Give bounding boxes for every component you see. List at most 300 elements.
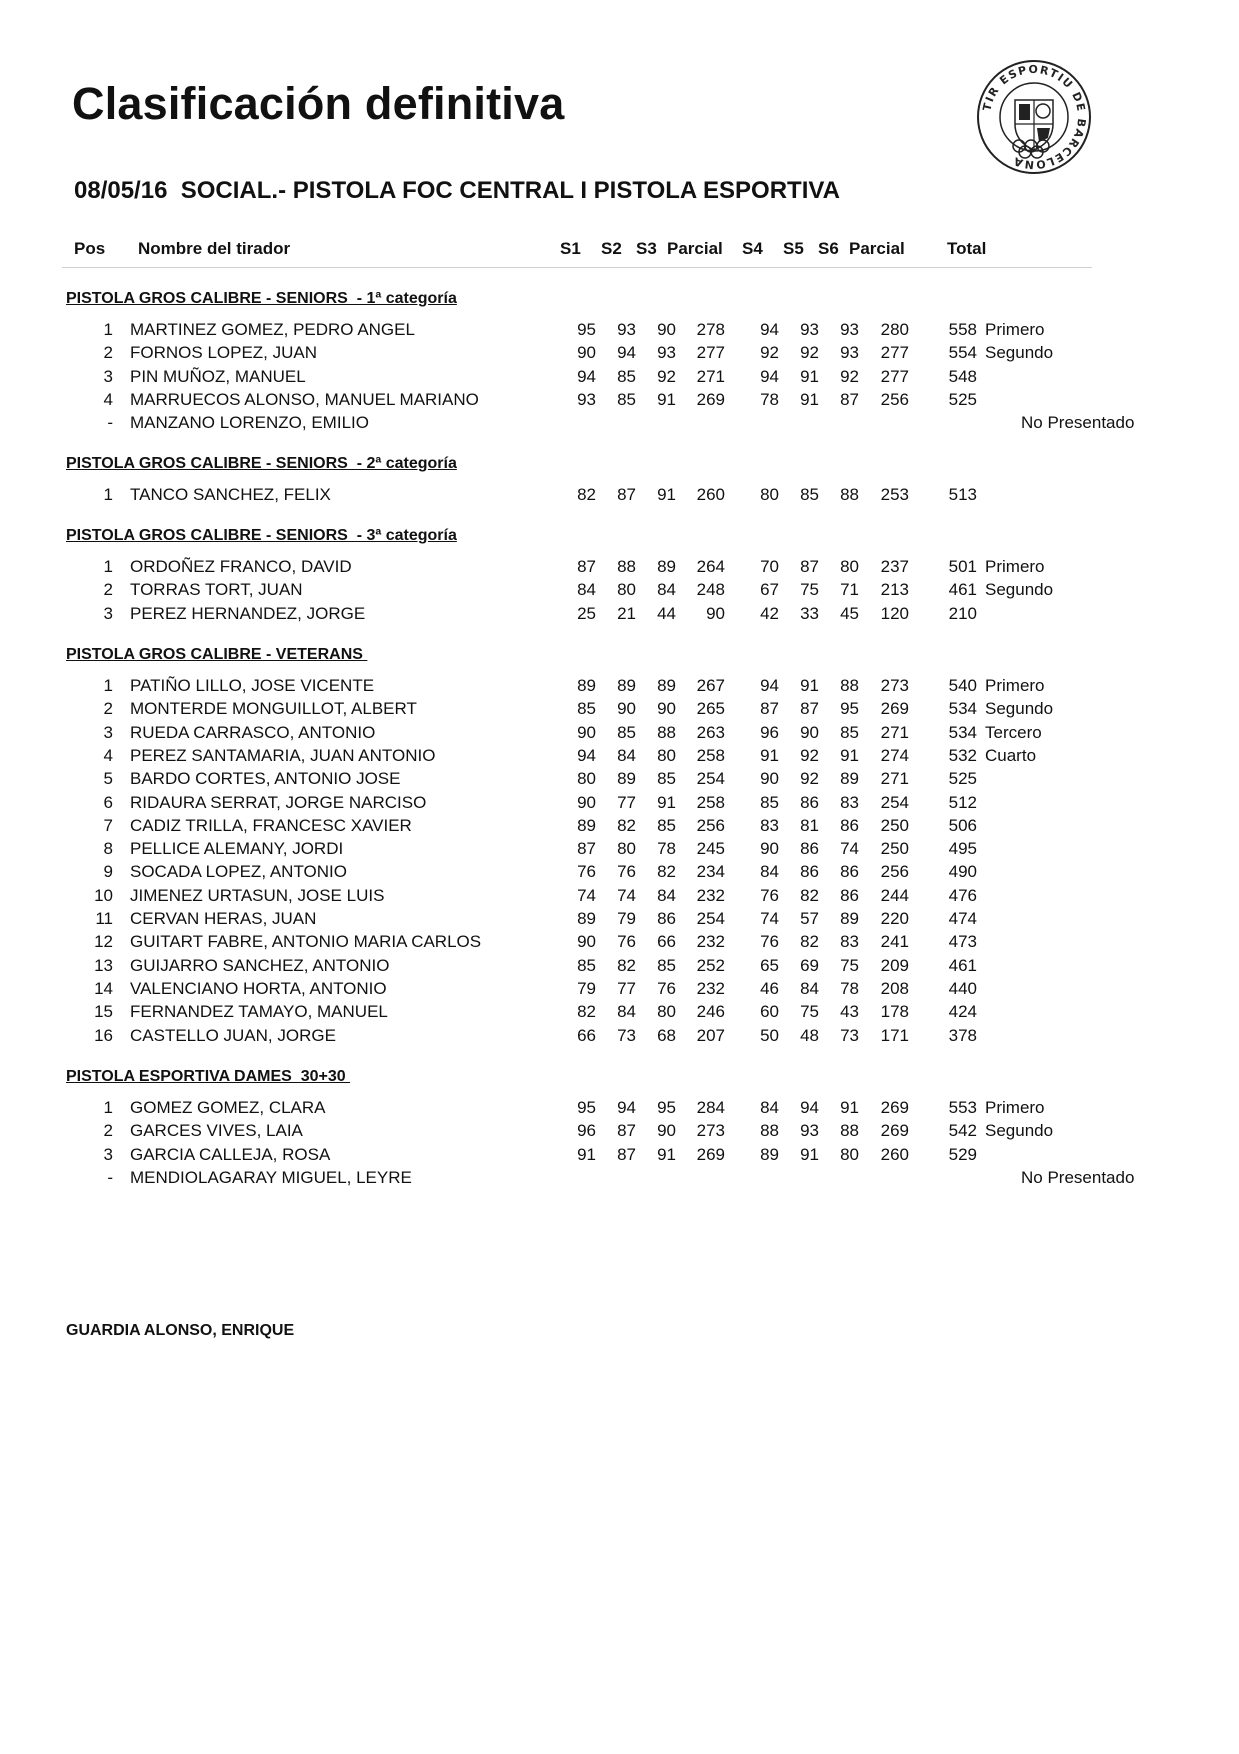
cell-s3: 88 — [657, 722, 676, 742]
cell-s6: 80 — [840, 557, 859, 576]
cell-s1: 74 — [577, 885, 596, 905]
cell-s4: 50 — [760, 1025, 779, 1045]
cell-name: MARTINEZ GOMEZ, PEDRO ANGEL — [130, 320, 415, 339]
cell-s2: 89 — [617, 769, 636, 789]
cell-name: GARCES VIVES, LAIA — [130, 1121, 303, 1141]
cell-s1: 94 — [577, 366, 596, 386]
cell-parcial-2: 237 — [880, 557, 909, 576]
cell-s2: 87 — [617, 485, 636, 504]
cell-s6: 83 — [840, 932, 859, 952]
cell-s3: 91 — [657, 792, 676, 812]
cell-pos: 16 — [94, 1025, 113, 1045]
cell-parcial-2: 271 — [880, 722, 909, 742]
cell-s2: 87 — [617, 1144, 636, 1164]
cell-total: 554 — [948, 343, 977, 363]
cell-parcial-1: 269 — [696, 1144, 725, 1164]
cell-name: PELLICE ALEMANY, JORDI — [130, 839, 344, 859]
cell-s3: 80 — [657, 1002, 676, 1022]
cell-total: 424 — [948, 1002, 977, 1022]
referee-name: GUARDIA ALONSO, ENRIQUE — [66, 1322, 295, 1339]
cell-parcial-2: 269 — [880, 699, 909, 719]
cell-parcial-1: 232 — [696, 932, 725, 952]
cell-s3: 84 — [657, 580, 676, 600]
cell-s3: 95 — [657, 1098, 676, 1117]
cell-s2: 89 — [617, 676, 636, 695]
cell-s6: 88 — [840, 676, 859, 695]
cell-s2: 82 — [617, 955, 636, 975]
cell-s2: 85 — [617, 722, 636, 742]
cell-remark: Primero — [985, 1098, 1045, 1117]
cell-s3: 85 — [657, 815, 676, 835]
cell-parcial-1: 232 — [696, 978, 725, 998]
cell-s1: 87 — [577, 839, 596, 859]
cell-s1: 94 — [577, 745, 596, 765]
cell-parcial-2: 250 — [880, 815, 909, 835]
header-parcial-2: Parcial — [849, 239, 905, 258]
cell-s3: 90 — [657, 1121, 676, 1141]
cell-total: 512 — [948, 792, 977, 812]
cell-s6: 92 — [840, 366, 859, 386]
cell-pos: 2 — [103, 1121, 113, 1141]
cell-total: 529 — [948, 1144, 977, 1164]
cell-s3: 93 — [657, 343, 676, 363]
cell-s5: 87 — [800, 557, 819, 576]
cell-pos: 13 — [94, 955, 113, 975]
cell-parcial-2: 277 — [880, 343, 909, 363]
cell-total: 506 — [948, 815, 977, 835]
cell-total: 501 — [948, 557, 977, 576]
cell-s2: 77 — [617, 792, 636, 812]
cell-s1: 76 — [577, 862, 596, 882]
cell-s5: 33 — [800, 603, 819, 623]
cell-name: JIMENEZ URTASUN, JOSE LUIS — [130, 885, 385, 905]
cell-s6: 95 — [840, 699, 859, 719]
cell-name: MONTERDE MONGUILLOT, ALBERT — [130, 699, 417, 719]
cell-s5: 91 — [800, 366, 819, 386]
cell-s2: 94 — [617, 343, 636, 363]
cell-remark: Segundo — [985, 343, 1054, 363]
cell-parcial-1: 248 — [696, 580, 725, 600]
cell-s1: 95 — [577, 320, 596, 339]
cell-total: 476 — [948, 885, 977, 905]
cell-total: 525 — [948, 389, 977, 409]
cell-name: GARCIA CALLEJA, ROSA — [130, 1144, 331, 1164]
cell-s4: 80 — [760, 485, 779, 504]
cell-parcial-2: 213 — [880, 580, 909, 600]
header-s3: S3 — [636, 239, 657, 258]
category-title: PISTOLA GROS CALIBRE - SENIORS - 3ª categoría — [66, 527, 457, 544]
cell-s3: 90 — [657, 320, 676, 339]
cell-s4: 89 — [760, 1144, 779, 1164]
cell-s6: 89 — [840, 909, 859, 928]
cell-parcial-2: 171 — [880, 1025, 909, 1045]
cell-total: 553 — [948, 1098, 977, 1117]
cell-pos: 11 — [95, 909, 113, 928]
cell-name: FERNANDEZ TAMAYO, MANUEL — [130, 1002, 388, 1022]
category-title: PISTOLA GROS CALIBRE - SENIORS - 2ª categoría — [66, 455, 457, 472]
cell-pos: 6 — [103, 792, 113, 812]
cell-s3: 80 — [657, 745, 676, 765]
page-title: Clasificación definitiva — [72, 78, 565, 129]
cell-parcial-2: 274 — [880, 745, 909, 765]
cell-s6: 85 — [840, 722, 859, 742]
cell-parcial-1: 267 — [696, 676, 725, 695]
cell-s3: 91 — [657, 485, 676, 504]
cell-pos: 8 — [103, 839, 113, 859]
cell-s5: 92 — [800, 745, 819, 765]
cell-parcial-1: 271 — [696, 366, 725, 386]
cell-s4: 84 — [760, 862, 779, 882]
cell-parcial-2: 269 — [880, 1098, 909, 1117]
category-title: PISTOLA ESPORTIVA DAMES 30+30 — [66, 1068, 351, 1085]
cell-s2: 73 — [617, 1025, 636, 1045]
cell-pos: 10 — [94, 885, 113, 905]
cell-name: PATIÑO LILLO, JOSE VICENTE — [130, 676, 375, 695]
cell-parcial-1: 252 — [696, 955, 725, 975]
cell-s1: 85 — [577, 955, 596, 975]
cell-pos: 1 — [103, 676, 113, 695]
cell-s2: 87 — [617, 1121, 636, 1141]
header-s6: S6 — [818, 239, 839, 258]
cell-parcial-1: 254 — [696, 909, 725, 928]
cell-s5: 84 — [800, 978, 819, 998]
page-subtitle: 08/05/16 SOCIAL.- PISTOLA FOC CENTRAL I PISTOLA ESPORTIVA — [74, 177, 840, 204]
cell-name: GOMEZ GOMEZ, CLARA — [130, 1098, 326, 1117]
category-title: PISTOLA GROS CALIBRE - VETERANS — [66, 646, 368, 663]
header-total: Total — [947, 239, 987, 258]
cell-s2: 74 — [617, 885, 636, 905]
cell-s2: 93 — [617, 320, 636, 339]
cell-total: 540 — [948, 676, 977, 695]
cell-pos: 7 — [103, 815, 113, 835]
cell-pos: 3 — [103, 603, 113, 623]
cell-s4: 42 — [760, 603, 779, 623]
cell-parcial-2: 271 — [880, 769, 909, 789]
cell-parcial-2: 208 — [880, 978, 909, 998]
cell-parcial-1: 278 — [696, 320, 725, 339]
cell-s1: 85 — [577, 699, 596, 719]
cell-pos: 15 — [94, 1002, 113, 1022]
cell-s3: 82 — [657, 862, 676, 882]
cell-pos: 5 — [103, 769, 113, 789]
cell-s6: 88 — [840, 485, 859, 504]
cell-s3: 76 — [657, 978, 676, 998]
cell-pos: 4 — [103, 745, 113, 765]
cell-parcial-1: 246 — [696, 1002, 725, 1022]
cell-parcial-1: 256 — [696, 815, 725, 835]
cell-s3: 89 — [657, 557, 676, 576]
cell-s2: 94 — [617, 1098, 636, 1117]
cell-parcial-1: 277 — [696, 343, 725, 363]
cell-total: 532 — [948, 745, 977, 765]
cell-s5: 91 — [800, 389, 819, 409]
cell-s4: 74 — [760, 909, 779, 928]
cell-s6: 93 — [840, 320, 859, 339]
cell-pos: - — [107, 413, 113, 433]
cell-name: TANCO SANCHEZ, FELIX — [130, 485, 331, 504]
cell-s1: 91 — [577, 1144, 596, 1164]
cell-parcial-1: 260 — [696, 485, 725, 504]
cell-s5: 82 — [800, 885, 819, 905]
cell-s1: 96 — [577, 1121, 596, 1141]
cell-s5: 93 — [800, 1121, 819, 1141]
header-name: Nombre del tirador — [138, 239, 291, 258]
header-pos: Pos — [74, 239, 106, 258]
cell-s2: 77 — [617, 978, 636, 998]
cell-name: TORRAS TORT, JUAN — [130, 580, 303, 600]
cell-s3: 90 — [657, 699, 676, 719]
cell-s5: 85 — [800, 485, 819, 504]
cell-parcial-2: 260 — [880, 1144, 909, 1164]
cell-s6: 86 — [840, 815, 859, 835]
cell-s5: 75 — [800, 580, 819, 600]
cell-parcial-2: 244 — [880, 885, 909, 905]
cell-parcial-1: 207 — [696, 1025, 725, 1045]
cell-s2: 84 — [617, 745, 636, 765]
cell-s5: 92 — [800, 343, 819, 363]
cell-parcial-1: 265 — [696, 699, 725, 719]
cell-s4: 90 — [760, 839, 779, 859]
cell-pos: 12 — [94, 932, 113, 952]
cell-s6: 73 — [840, 1025, 859, 1045]
cell-parcial-1: 264 — [696, 557, 725, 576]
cell-remark: Segundo — [985, 699, 1054, 719]
cell-pos: 2 — [103, 580, 113, 600]
cell-s1: 90 — [577, 722, 596, 742]
cell-s6: 87 — [840, 389, 859, 409]
cell-parcial-1: 254 — [696, 769, 725, 789]
cell-s4: 67 — [760, 580, 779, 600]
cell-parcial-2: 277 — [880, 366, 909, 386]
cell-s2: 82 — [617, 815, 636, 835]
cell-s6: 74 — [840, 839, 859, 859]
cell-s5: 82 — [800, 932, 819, 952]
cell-s4: 78 — [760, 389, 779, 409]
header-s2: S2 — [601, 239, 622, 258]
cell-s4: 60 — [760, 1002, 779, 1022]
cell-parcial-2: 220 — [880, 909, 909, 928]
cell-s1: 89 — [577, 815, 596, 835]
cell-total: 558 — [948, 320, 977, 339]
cell-name: PIN MUÑOZ, MANUEL — [130, 366, 306, 386]
cell-s3: 85 — [657, 769, 676, 789]
cell-parcial-1: 269 — [696, 389, 725, 409]
cell-s4: 65 — [760, 955, 779, 975]
cell-s4: 94 — [760, 366, 779, 386]
cell-total: 534 — [948, 699, 977, 719]
logo-ring-text: TIR ESPORTIU DE BARCELONA — [980, 62, 1089, 172]
cell-s6: 86 — [840, 862, 859, 882]
cell-s1: 93 — [577, 389, 596, 409]
cell-s5: 81 — [800, 815, 819, 835]
cell-pos: 1 — [103, 485, 113, 504]
cell-name: BARDO CORTES, ANTONIO JOSE — [130, 769, 401, 789]
header-s1: S1 — [560, 239, 581, 258]
cell-total: 525 — [948, 769, 977, 789]
cell-s5: 92 — [800, 769, 819, 789]
cell-s5: 90 — [800, 722, 819, 742]
cell-s6: 88 — [840, 1121, 859, 1141]
cell-parcial-1: 273 — [696, 1121, 725, 1141]
club-crest-icon — [975, 58, 1093, 176]
cell-s5: 86 — [800, 792, 819, 812]
cell-total: 490 — [948, 862, 977, 882]
cell-parcial-1: 245 — [696, 839, 725, 859]
cell-s5: 69 — [800, 955, 819, 975]
cell-pos: 1 — [103, 557, 113, 576]
cell-s5: 48 — [800, 1025, 819, 1045]
cell-parcial-2: 120 — [880, 603, 909, 623]
cell-s1: 84 — [577, 580, 596, 600]
cell-s3: 91 — [657, 389, 676, 409]
cell-total: 473 — [948, 932, 977, 952]
cell-s2: 76 — [617, 862, 636, 882]
cell-s6: 78 — [840, 978, 859, 998]
cell-parcial-2: 280 — [880, 320, 909, 339]
cell-name: MARRUECOS ALONSO, MANUEL MARIANO — [130, 389, 479, 409]
cell-total: 548 — [948, 366, 977, 386]
cell-s6: 91 — [840, 745, 859, 765]
cell-name: GUIJARRO SANCHEZ, ANTONIO — [130, 955, 390, 975]
cell-pos: - — [107, 1167, 113, 1187]
cell-s3: 66 — [657, 932, 676, 952]
header-divider — [62, 267, 1092, 268]
cell-parcial-1: 284 — [696, 1098, 725, 1117]
cell-pos: 3 — [103, 366, 113, 386]
cell-s6: 80 — [840, 1144, 859, 1164]
cell-s1: 95 — [577, 1098, 596, 1117]
cell-parcial-1: 258 — [696, 792, 725, 812]
cell-name: RUEDA CARRASCO, ANTONIO — [130, 722, 376, 742]
cell-name: PEREZ HERNANDEZ, JORGE — [130, 603, 366, 623]
cell-s2: 88 — [617, 557, 636, 576]
cell-s3: 92 — [657, 366, 676, 386]
cell-parcial-1: 263 — [696, 722, 725, 742]
cell-name: MANZANO LORENZO, EMILIO — [130, 413, 369, 433]
cell-s4: 70 — [760, 557, 779, 576]
cell-s3: 84 — [657, 885, 676, 905]
cell-s2: 85 — [617, 389, 636, 409]
cell-parcial-2: 273 — [880, 676, 909, 695]
cell-s4: 91 — [760, 745, 779, 765]
cell-s4: 88 — [760, 1121, 779, 1141]
cell-total: 461 — [948, 955, 977, 975]
cell-name: CADIZ TRILLA, FRANCESC XAVIER — [130, 815, 412, 835]
cell-pos: 2 — [103, 343, 113, 363]
cell-s4: 84 — [760, 1098, 779, 1117]
cell-s1: 87 — [577, 557, 596, 576]
cell-s6: 71 — [840, 580, 859, 600]
cell-s2: 84 — [617, 1002, 636, 1022]
cell-s4: 87 — [760, 699, 779, 719]
header-s5: S5 — [783, 239, 804, 258]
cell-s6: 93 — [840, 343, 859, 363]
cell-parcial-1: 90 — [706, 603, 725, 623]
cell-s5: 91 — [800, 1144, 819, 1164]
cell-s1: 79 — [577, 978, 596, 998]
cell-name: VALENCIANO HORTA, ANTONIO — [130, 978, 387, 998]
cell-s2: 80 — [617, 839, 636, 859]
cell-total: 474 — [948, 909, 977, 928]
cell-name: FORNOS LOPEZ, JUAN — [130, 343, 318, 363]
cell-s3: 91 — [657, 1144, 676, 1164]
cell-s1: 25 — [577, 603, 596, 623]
cell-pos: 1 — [103, 320, 113, 339]
cell-parcial-2: 250 — [880, 839, 909, 859]
cell-s3: 89 — [657, 676, 676, 695]
cell-s2: 79 — [617, 909, 636, 928]
cell-name: CERVAN HERAS, JUAN — [130, 909, 317, 928]
cell-name: GUITART FABRE, ANTONIO MARIA CARLOS — [130, 932, 482, 952]
cell-pos: 3 — [103, 1144, 113, 1164]
cell-name: ORDOÑEZ FRANCO, DAVID — [130, 557, 352, 576]
cell-s6: 83 — [840, 792, 859, 812]
cell-remark: Segundo — [985, 1121, 1054, 1141]
header-s4: S4 — [742, 239, 763, 258]
cell-total: 542 — [948, 1121, 977, 1141]
cell-total: 534 — [948, 722, 977, 742]
cell-s1: 90 — [577, 932, 596, 952]
header-parcial-1: Parcial — [667, 239, 723, 258]
cell-parcial-2: 241 — [880, 932, 909, 952]
cell-name: RIDAURA SERRAT, JORGE NARCISO — [130, 792, 427, 812]
cell-remark: Tercero — [985, 722, 1042, 742]
cell-total: 461 — [948, 580, 977, 600]
cell-s5: 86 — [800, 862, 819, 882]
cell-s6: 75 — [840, 955, 859, 975]
cell-name: MENDIOLAGARAY MIGUEL, LEYRE — [130, 1167, 412, 1187]
cell-remark: No Presentado — [1021, 413, 1135, 433]
cell-s5: 57 — [800, 909, 819, 928]
cell-pos: 4 — [103, 389, 113, 409]
cell-s3: 86 — [657, 909, 676, 928]
cell-s1: 89 — [577, 676, 596, 695]
cell-s6: 45 — [840, 603, 859, 623]
cell-name: PEREZ SANTAMARIA, JUAN ANTONIO — [130, 745, 436, 765]
cell-s1: 89 — [577, 909, 596, 928]
cell-remark: Primero — [985, 320, 1045, 339]
cell-parcial-2: 256 — [880, 389, 909, 409]
cell-pos: 2 — [103, 699, 113, 719]
cell-s3: 85 — [657, 955, 676, 975]
cell-total: 378 — [948, 1025, 977, 1045]
cell-remark: Primero — [985, 676, 1045, 695]
cell-total: 440 — [948, 978, 977, 998]
cell-pos: 9 — [103, 862, 113, 882]
cell-s3: 78 — [657, 839, 676, 859]
cell-parcial-2: 269 — [880, 1121, 909, 1141]
cell-s4: 76 — [760, 885, 779, 905]
cell-s4: 96 — [760, 722, 779, 742]
cell-total: 210 — [948, 603, 977, 623]
cell-s5: 93 — [800, 320, 819, 339]
category-title: PISTOLA GROS CALIBRE - SENIORS - 1ª categoría — [66, 290, 457, 307]
cell-s2: 90 — [617, 699, 636, 719]
cell-s4: 46 — [760, 978, 779, 998]
cell-s1: 90 — [577, 792, 596, 812]
cell-remark: No Presentado — [1021, 1167, 1135, 1187]
cell-s6: 91 — [840, 1098, 859, 1117]
cell-parcial-1: 232 — [696, 885, 725, 905]
cell-s5: 75 — [800, 1002, 819, 1022]
cell-s2: 21 — [617, 603, 636, 623]
cell-remark: Primero — [985, 557, 1045, 576]
cell-s4: 92 — [760, 343, 779, 363]
cell-s1: 90 — [577, 343, 596, 363]
cell-s1: 80 — [577, 769, 596, 789]
cell-parcial-1: 258 — [696, 745, 725, 765]
cell-name: CASTELLO JUAN, JORGE — [130, 1025, 336, 1045]
